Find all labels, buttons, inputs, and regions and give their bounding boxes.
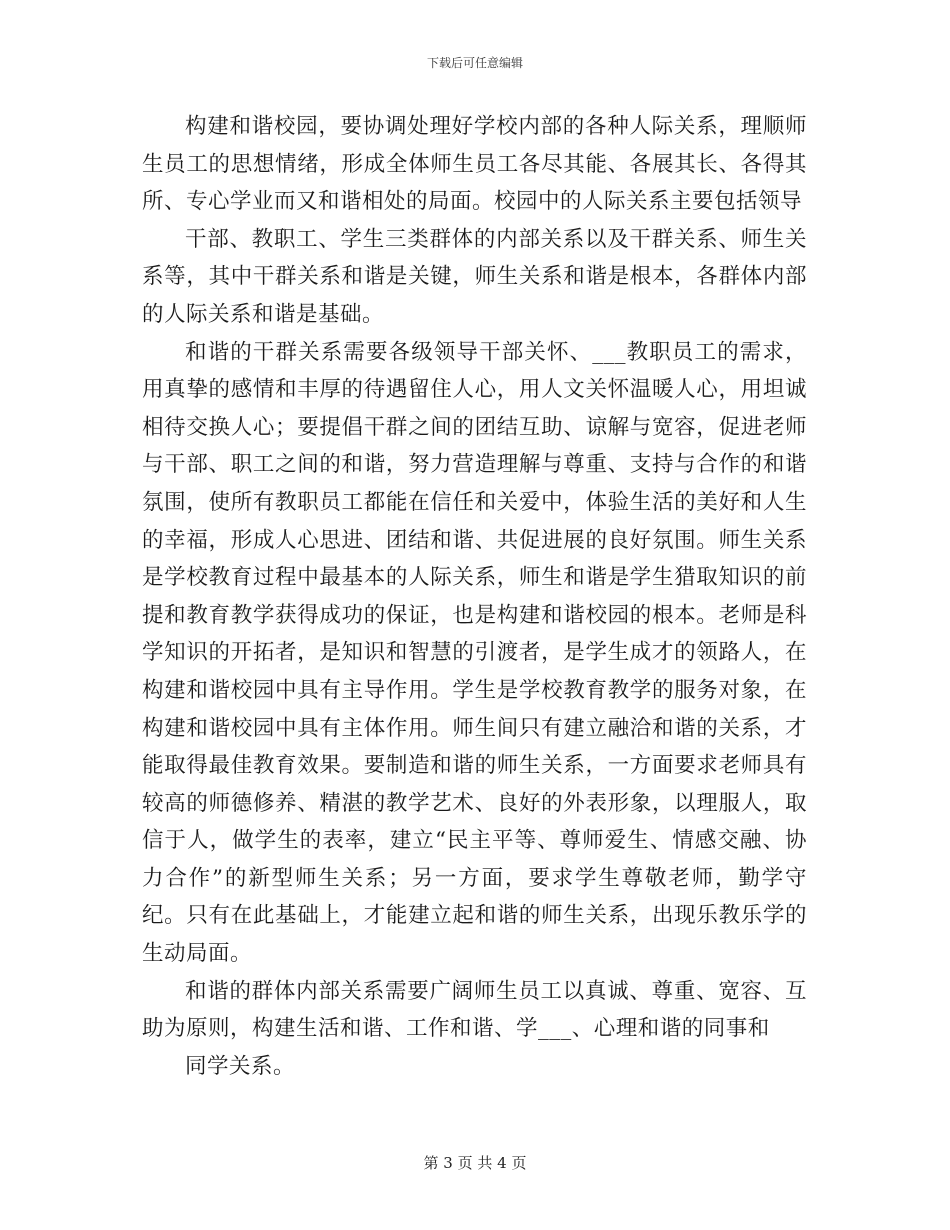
paragraph-4: 和谐的群体内部关系需要广阔师生员工以真诚、尊重、宽容、互助为原则，构建生活和谐、工作和谐、学___、心理和谐的同事和 (142, 978, 807, 1042)
document-body (142, 108, 807, 1085)
paragraph-3: 和谐的干群关系需要各级领导干部关怀、___教职员工的需求，用真挚的感情和丰厚的待遇留住人心，用人文关怀温暖人心，用坦诚相待交换人心；要提倡干群之间的团结互助、谅解与宽容，促进老师与干部、职工之间的和谐，努力营造理解与尊重、支持与合作的和谐氛围，使所有教职员工都能在信任和关爱中，体验生活的美好和人生的幸福，形成人心思进、团结和谐、共促进展的良好氛围。师生关系是学校教育过程中最基本的人际关系，师生和谐是学生猎取知识的前提和教育教学获得成功的保证，也是构建和谐校园的根本。老师是科学知识的开拓者，是知识和智慧的引渡者，是学生成才的领路人，在构建和谐校园中具有主导作用。学生是学校教育教学的服务对象，在构建和谐校园中具有主体作用。师生间只有建立融洽和谐的关系，才能取得最佳教育效果。要制造和谐的师生关系，一方面要求老师具有较高的师德修养、精湛的教学艺术、良好的外表形象，以理服人，取信于人，做学生的表率，建立“民主平等、尊师爱生、情感交融、协力合作”的新型师生关系；另一方面，要求学生尊敬老师，勤学守纪。只有在此基础上，才能建立起和谐的师生关系，出现乐教乐学的生动局面。 (142, 339, 807, 967)
page-number: 第 3 页 共 4 页 (423, 1154, 527, 1172)
paragraph-5: 同学关系。 (185, 1053, 296, 1079)
page-header: 下载后可任意编辑 (426, 56, 523, 70)
paragraph-1: 构建和谐校园，要协调处理好学校内部的各种人际关系，理顺师生员工的思想情绪，形成全体师生员工各尽其能、各展其长、各得其所、专心学业而又和谐相处的局面。校园中的人际关系主要包括领导 (142, 114, 807, 215)
paragraph-2: 干部、教职工、学生三类群体的内部关系以及干群关系、师生关系等，其中干群关系和谐是关键，师生关系和谐是根本，各群体内部的人际关系和谐是基础。 (142, 226, 807, 327)
